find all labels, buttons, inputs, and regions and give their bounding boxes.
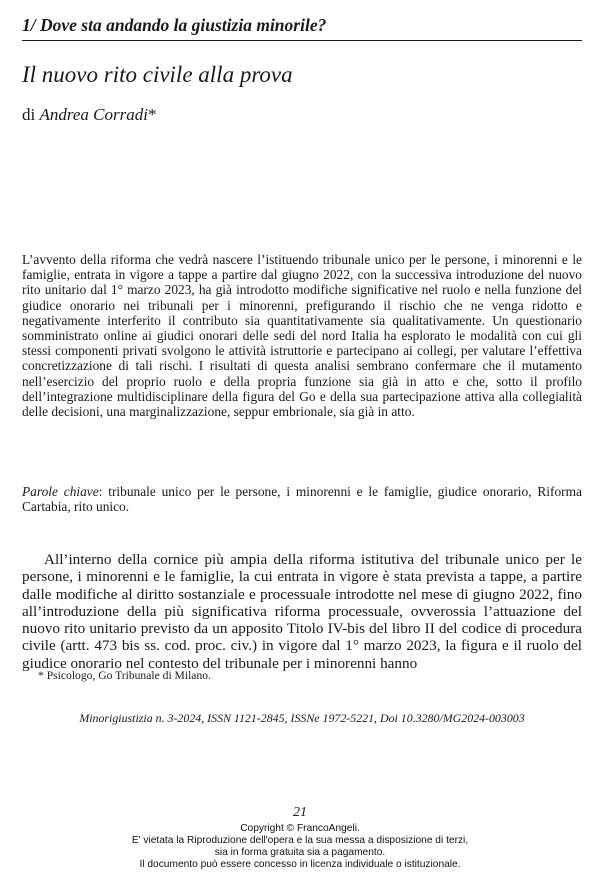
byline-prefix: di xyxy=(22,105,40,124)
footnote: * Psicologo, Go Tribunale di Milano. xyxy=(38,669,211,682)
author-footnote-marker: * xyxy=(147,105,157,124)
body-paragraph: All’interno della cornice più ampia della riforma istitutiva del tribunale unico per le persone, i minorenni e le famiglie, la cui entrata in vigore è stata prevista a tappe, a partire dalle modifiche al diritto sostanziale e processuale introdotte nel mese di giugno 2022, fino all’introduzione della più significativa riforma processuale, ovverossia l’attuazione del nuovo rito unitario previsto da un apposito Titolo IV-bis del libro II del codice di procedura civile (artt. 473 bis ss. cod. proc. civ.) in vigore dal 1° marzo 2023, la figura e il ruolo del giudice onorario nel contesto del tribunale per i minorenni hanno xyxy=(22,551,582,672)
journal-reference: Minorigiustizia n. 3-2024, ISSN 1121-2845, ISSNe 1972-5221, Doi 10.3280/MG2024-003003 xyxy=(79,711,525,725)
page-number: 21 xyxy=(293,805,307,820)
keywords-label: Parole chiave xyxy=(22,484,99,499)
header-divider xyxy=(22,40,582,41)
abstract: L’avvento della riforma che vedrà nascere l’istituendo tribunale unico per le persone, i minorenni e le famiglie, entrata in vigore a tappe a partire dal giugno 2022, con la successiva introduzione del nuovo rito unitario dal 1° marzo 2023, ha già introdotto modifiche significative nel ruolo e nella funzione del giudice onorario nei tribunali per i minorenni, prefigurando il rischio che ne venga ridotto e negativamente interferito il contributo sia quantitativamente sia qualitativamente. Un questionario somministrato online ai giudici onorari delle sedi del nord Italia ha esplorato le modalità con cui gli stessi componenti privati svolgono le attività istruttorie e partecipano ai collegi, per valutare l’effettiva concretizzazione di tali rischi. I risultati di questa analisi sembrano confermare che il mutamento nell’esercizio del proprio ruolo e della propria funzione sia già in atto e che, sotto il profilo dell’integrazione multidisciplinare della figura del Go e della sua partecipazione attiva alla collegialità delle decisioni, una marginalizzazione, seppur embrionale, sia già in atto. xyxy=(22,252,582,420)
copyright-notice xyxy=(0,823,600,871)
copyright-line: sia in forma gratuita sia a pagamento. xyxy=(214,847,386,858)
copyright-line: Il documento può essere concesso in licenza individuale o istituzionale. xyxy=(139,859,461,870)
keywords xyxy=(22,484,582,514)
copyright-line: E' vietata la Riproduzione dell'opera e la sua messa a disposizione di terzi, xyxy=(131,835,469,846)
author-name: Andrea Corradi xyxy=(39,105,148,124)
keywords-text: : tribunale unico per le persone, i minorenni e le famiglie, giudice onorario, Riforma Cartabia, rito unico. xyxy=(22,484,582,515)
copyright-line: Copyright © FrancoAngeli. xyxy=(240,823,360,834)
article-title: Il nuovo rito civile alla prova xyxy=(22,62,293,87)
section-header-title: 1/ Dove sta andando la giustizia minorile? xyxy=(22,15,327,35)
byline xyxy=(22,104,582,126)
